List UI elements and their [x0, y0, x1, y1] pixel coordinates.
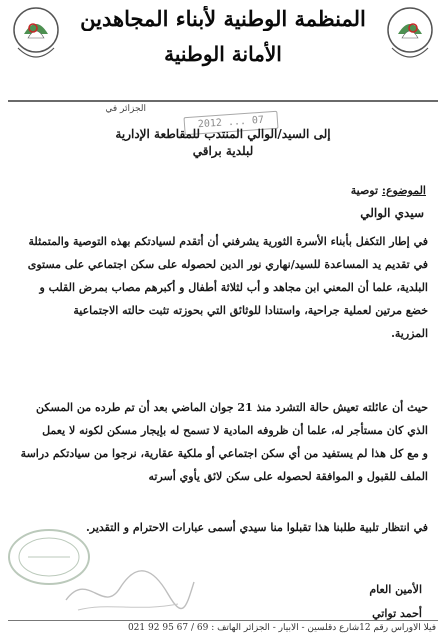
subject-line: [351, 184, 426, 197]
paragraph-line: في تقديم يد المساعدة للسيد/نهاري نور الدين لحصوله على سكن اجتماعي على مستوى: [27, 258, 428, 271]
body-paragraph: [18, 396, 428, 488]
footer-divider: [8, 620, 438, 621]
body-paragraph: [18, 230, 428, 345]
subject-label: الموضوع:: [381, 184, 426, 197]
date-stamp: 2012 ... 07: [183, 111, 278, 136]
handwritten-signature-icon: [58, 560, 198, 620]
paragraph-line: البلدية، علما أن المعني ابن مجاهد و أب لثلاثة أطفال و أكبرهم مصاب بمرض القلب و: [39, 281, 428, 294]
paragraph-line: المزرية.: [391, 327, 428, 340]
place-date-label: الجزائر في: [105, 104, 146, 114]
organization-name: المنظمة الوطنية لأبناء المجاهدين: [80, 6, 366, 31]
addressee-line: إلى السيد/الوالي المنتدب للمقاطعة الإدارية: [115, 127, 331, 141]
paragraph-line: الذي كان مستأجر له، علما أن ظروفه المادية لا تسمح له بإيجار مسكن لكونه لا يعمل: [42, 424, 428, 437]
paragraph-line: الملف للقبول و الموافقة لحصوله على سكن لائق يأوي أسرته: [148, 470, 428, 483]
signatory-title: الأمين العام: [369, 583, 422, 596]
paragraph-line: خضع مرتين لعملية جراحية، واستنادا للوثائق التي بحوزته تثبت حالته الاجتماعية: [73, 304, 428, 317]
organization-emblem-right: [384, 4, 436, 66]
header-divider: [8, 100, 438, 102]
paragraph-line: و مع كل هذا لم يستفيد من أي سكن اجتماعي أو ملكية عقارية، نرجوا من سيادتكم دراسة: [20, 447, 428, 460]
organization-department: الأمانة الوطنية: [164, 42, 282, 66]
signature-block: [369, 578, 422, 626]
salutation: سيدي الوالي: [360, 206, 424, 220]
addressee-line: لبلدية براقي: [192, 144, 254, 158]
letterhead: [0, 0, 446, 131]
organization-emblem-left: [10, 4, 62, 66]
subject-value: توصية: [350, 184, 379, 197]
paragraph-line: في انتظار تلبية طلبنا هذا تقبلوا منا سيدي أسمى عبارات الاحترام و التقدير.: [85, 521, 428, 534]
paragraph-line: حيث أن عائلته تعيش حالة التشرد منذ 21 جوان الماضي بعد أن تم طرده من المسكن: [36, 401, 428, 414]
signatory-name: أحمد تواتي: [372, 607, 422, 620]
addressee-block: [90, 126, 356, 160]
paragraph-line: في إطار التكفل بأبناء الأسرة الثورية يشرفني أن أتقدم لسيادتكم بهذه التوصية والمتمثلة: [28, 235, 428, 248]
footer-address: فيلا الأوراس رقم 12شارع دقلسين - الأبيار - الجزائر الهاتف : 69 / 67 95 92 021: [127, 623, 436, 633]
